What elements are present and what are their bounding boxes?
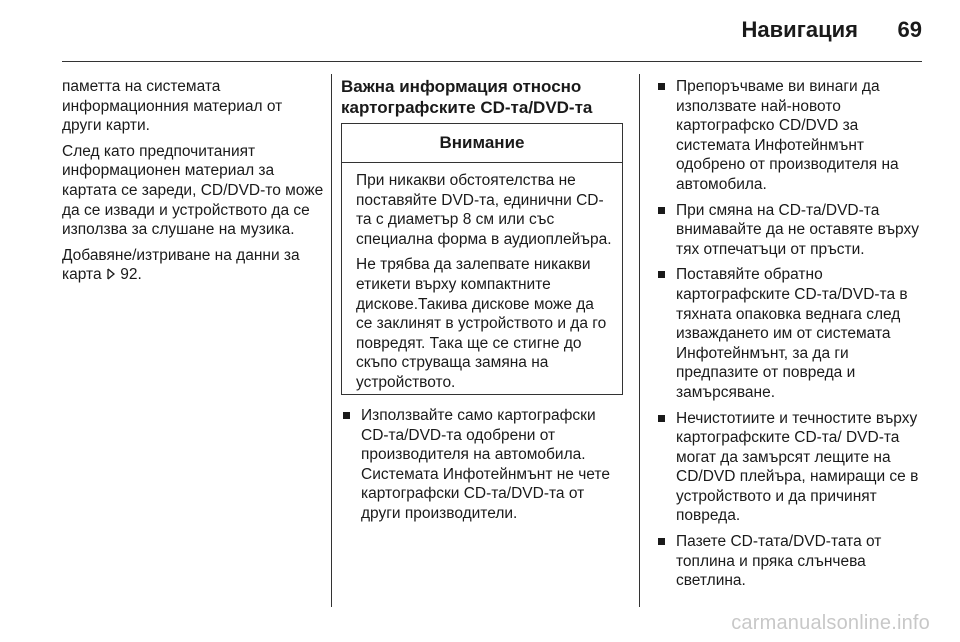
list-item-text: Нечистотиите и течностите върху картографските CD-та/ DVD-та могат да замърсят лещите на CD/DVD плейъра, намиращи се в устройството и да причинят повреда. [676,409,919,525]
list-item [656,201,924,260]
column-divider-right [639,74,640,607]
page-reference-arrow-icon [106,266,116,278]
warning-paragraph: При никакви обстоятелства не поставяйте DVD-та, единични CD-та с диаметър 8 см или със специална форма в аудиоплейъра. [356,172,612,248]
warning-title: Внимание [342,124,622,163]
bullet-square-icon [658,83,665,90]
list-item [341,406,623,524]
bullet-square-icon [658,415,665,422]
warning-paragraph: Не трябва да залепвате никакви етикети върху компактните дискове.Такива дискове може да се заклинят в устройството и да го повредят. Така ще се стигне до скъпо струваща замяна на устройството. [356,256,607,391]
page-header-title: Навигация [741,17,858,42]
list-item [656,532,924,591]
list-item-text: Използвайте само картографски CD-та/DVD-та одобрени от производителя на автомобила. Системата Инфотейнмънт не чете картографски CD-та/DVD-та от други производители. [361,407,610,522]
cross-reference-text: Добавяне/изтриване на данни за карта [62,246,300,284]
list-item [656,77,924,195]
column-1 [62,77,324,291]
list-item-text: При смяна на CD-та/DVD-та внимавайте да не оставяте върху тях отпечатъци от пръсти. [676,201,919,258]
col1-paragraph: паметта на системата информационния материал от други карти. [62,78,283,135]
warning-box [341,123,623,395]
column-divider-left [331,74,332,607]
list-item-text: Препоръчваме ви винаги да използвате най-новото картографско CD/DVD за системата Инфотейнмънт одобрено от производителя на автомобила. [676,78,899,193]
cross-reference[interactable] [62,246,324,285]
list-item-text: Поставяйте обратно картографските CD-та/DVD-та в тяхната опаковка веднага след изваждането им от системата Инфотейнмънт, за да ги предпазите от повреда и замърсяване. [676,266,908,401]
section-heading-line2: картографските CD-та/DVD-та [341,97,593,117]
page-number: 69 [897,17,922,42]
header-divider [62,61,922,62]
bullet-square-icon [658,207,665,214]
column-2-bullets [341,406,623,530]
list-item [656,409,924,527]
list-item-text: Пазете CD-тата/DVD-тата от топлина и пряка слънчева светлина. [676,533,882,590]
column-3 [656,77,924,597]
list-item [656,265,924,402]
column-2-heading [341,77,623,118]
col1-paragraph: След като предпочитаният информационен материал за картата се зареди, CD/DVD-то може да се извади и устройството да се използва за слушане на музика. [62,142,324,239]
bullet-square-icon [658,271,665,278]
bullet-square-icon [343,412,350,419]
warning-body [342,163,622,393]
cross-reference-page: 92. [120,266,142,284]
section-heading-line1: Важна информация относно [341,77,582,96]
watermark: carmanualsonline.info [731,612,930,634]
bullet-square-icon [658,538,665,545]
